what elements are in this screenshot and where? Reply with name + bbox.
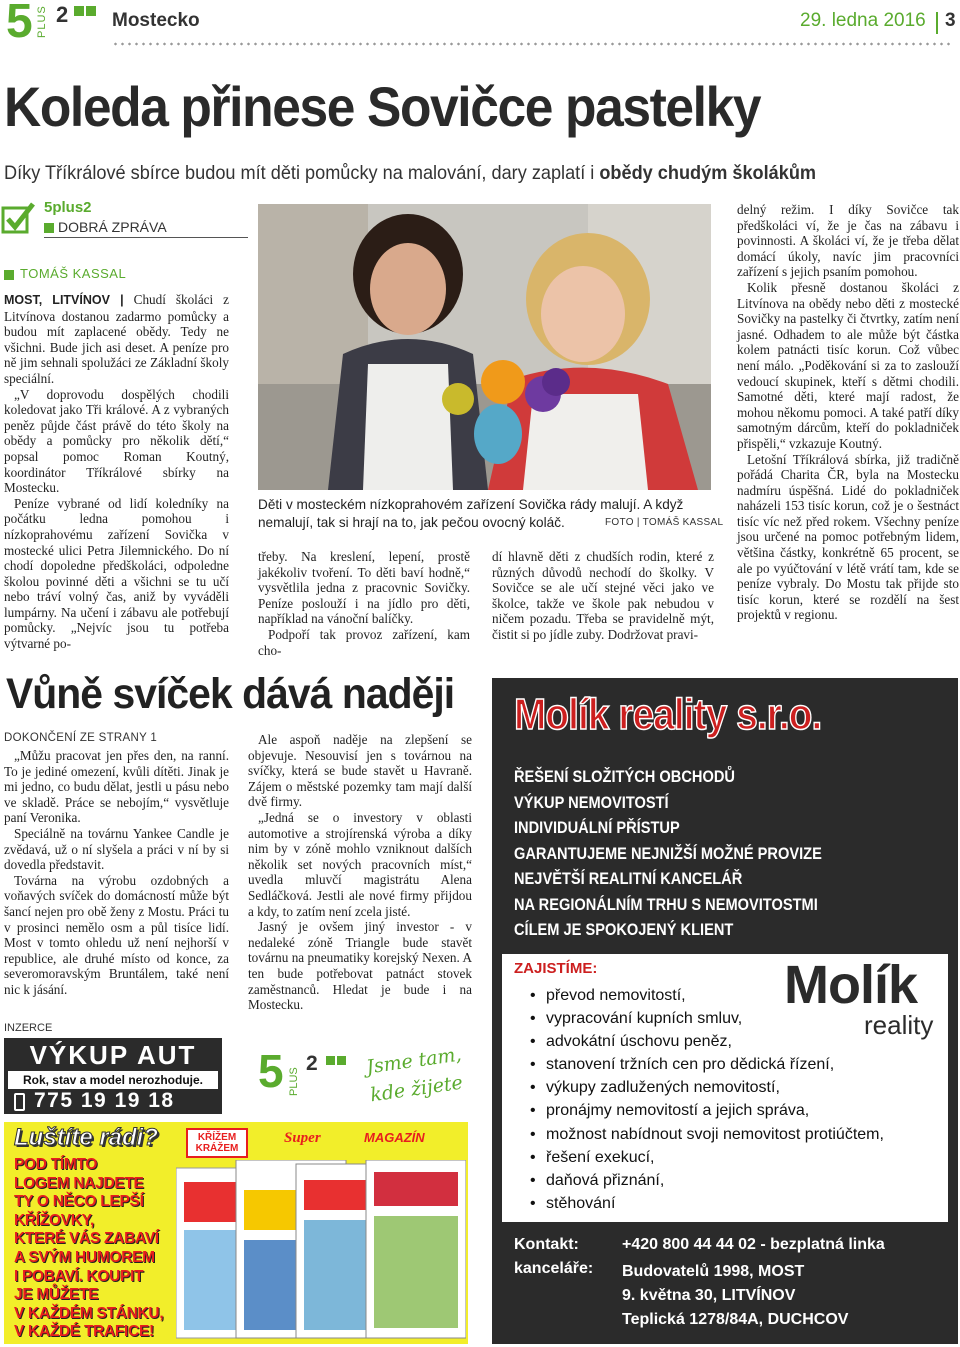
article1-paragraph: Peníze vybrané od lidí koledníky na počátku ledna pomohou i nízkoprahovému zařízení Sovička v mostecké ulici Petra Jilemnického. Do ní chodí dopoledne předškoláci, odpoledne školou povinné děti a všichni se tu učí nebo tráví volný čas, aniž by vyváděli lumpárny. Na učení i zábavu ale potřebují pomůcky. „Nejvíc jsou tu potřeba výtvarné po- xyxy=(4,495,229,652)
article1-paragraph: „V doprovodu dospělých chodili koledovat jako Tři králové. A z vybraných peněz půjde část právě do této školy na obědy a pomůcky pro několik dětí,“ popsal pomoc Roman Koutný, koordinátor Tříkrálové sbírky na Mostecku. xyxy=(4,386,229,496)
article1-lead: MOST, LITVÍNOV | Chudí školáci z Litvínova dostanou zadarmo pomůcky a budou mít zaplacené obědy. Tedy ne všichni. Bude jich asi deset. A peníze pro ně jim sehnali spolužáci ze Základní školy speciální. xyxy=(4,292,229,386)
molik-logo-sub: reality xyxy=(864,1010,934,1040)
article2-paragraph: „Můžu pracovat jen přes den, na ranní. To je jediné omezení, kvůli dítěti. Jinak je mi jedno, co budu dělat, jestli u pásu nebo ve skladě. Práce se nebojím,“ vysvětluje paní Veronika. xyxy=(4,748,229,826)
krizovky-line: LOGEM NAJDETE xyxy=(14,1174,144,1192)
krizovky-line: KŘÍŽOVKY, xyxy=(14,1211,94,1229)
molik-service: • výkupy zadlužených nemovitostí, xyxy=(528,1076,884,1099)
promo-square xyxy=(326,1056,335,1065)
phone-icon xyxy=(14,1093,25,1111)
promo-slogan-2: kde žijete xyxy=(368,1071,465,1107)
krizovky-line: POD TÍMTO xyxy=(14,1156,98,1173)
article1-paragraph: Podpoří tak provoz zařízení, kam cho- xyxy=(258,626,470,658)
krizovky-line: KTERÉ VÁS ZABAVÍ xyxy=(14,1230,159,1248)
article2-paragraph: „Jedná se o investory v oblasti automotive a strojírenská výroba a díky nim by v zóně mohlo vzniknout dalších několik set nových pracovních míst,“ uvedla mluvčí magistrátu Alena Sedláčková. Jestli ale nové firmy přijdou a kdy, to zatím není zcela jisté. xyxy=(248,809,472,919)
molik-zajistime: ZAJISTÍME: xyxy=(514,960,598,977)
continued-from: DOKONČENÍ ZE STRANY 1 xyxy=(4,732,158,744)
subtitle xyxy=(4,162,816,185)
badge-label: DOBRÁ ZPRÁVA xyxy=(58,219,167,235)
issue-date: 29. ledna 2016 xyxy=(800,10,926,31)
article1-column-2 xyxy=(258,549,470,658)
author-square xyxy=(4,270,14,280)
good-news-badge xyxy=(0,200,248,240)
promo-plus: PLUS xyxy=(288,1067,300,1096)
brand-squares xyxy=(74,6,84,16)
molik-reality-ad[interactable] xyxy=(492,678,958,1344)
author xyxy=(4,266,126,281)
article1-paragraph: Letošní Tříkrálová sbírka, již tradičně pořádá Charita ČR, byla na Mostecku nadmíru úspěšná. Lidé do pokladniček naházeli 153 tisíc korun, což je o šestnáct tisíc víc než před rokem. Všechny peníze jsou určené na pomoc potřebným lidem, většina částky, konkrétně 65 procent, se ale po vyúčtování v létě vrátí tam, kde se peníze vybraly. Do Mostu tak přijde sto tisíc korun, které se rozdělí na šest projektů v regionu. xyxy=(737,451,959,623)
brand-logo xyxy=(6,0,106,48)
brand-num: 5 xyxy=(6,0,33,48)
krizovky-line: V KAŽDÉ TRAFICE! xyxy=(14,1323,154,1341)
subtitle-plain: Díky Tříkrálové sbírce budou mít děti pomůcky na malování, dary zaplatí i xyxy=(4,162,600,184)
inzerce-label: INZERCE xyxy=(4,1022,53,1034)
molik-point: CÍLEM JE SPOKOJENÝ KLIENT xyxy=(514,920,734,939)
molik-contact-label: Kontakt: xyxy=(514,1236,579,1253)
vykup-phone: 775 19 19 18 xyxy=(34,1089,175,1112)
molik-services xyxy=(528,984,884,1215)
magazine-covers-image xyxy=(176,1160,466,1340)
krizovky-line: TY O NĚCO LEPŠÍ xyxy=(14,1193,144,1211)
article2-paragraph: Jasný je ovšem jiný investor - v nedaleké zóně Triangle bude stavět továrnu na pneumatiky korejský Nexen. A ten bude potřebovat patnáct stovek zaměstnanců. Hledat je bude i na Mostecku. xyxy=(248,919,472,1013)
krizovky-ad[interactable] xyxy=(4,1122,468,1344)
krizovky-logo-1: KŘÍŽEM KRÁŽEM xyxy=(186,1128,248,1158)
date-divider xyxy=(936,12,938,34)
molik-offices-label: kanceláře: xyxy=(514,1260,594,1277)
molik-office: Budovatelů 1998, MOST xyxy=(622,1263,805,1280)
subtitle-bold: obědy chudým školákům xyxy=(599,162,817,184)
molik-service: • pronájmy nemovitostí a jejich správa, xyxy=(528,1099,884,1122)
molik-office: 9. května 30, LITVÍNOV xyxy=(622,1287,796,1304)
molik-office: Teplická 1278/84A, DUCHCOV xyxy=(622,1311,849,1328)
article1-column-3 xyxy=(492,549,714,643)
promo-slogan-1: Jsme tam, xyxy=(364,1043,463,1079)
molik-offices xyxy=(622,1260,848,1332)
molik-point: VÝKUP NEMOVITOSTÍ xyxy=(514,792,669,812)
article1-paragraph: dí hlavně děti z chudších rodin, které z různých důvodů nechodí do školky. V Sovičce se ale učí stejné věci jako ve školce, takže ve škole pak nebudou v ničem pozadu. Třeba se pravidelně mýt, čistit si po jídle zuby. Dodržovat pravi- xyxy=(492,549,714,642)
molik-points xyxy=(514,764,822,943)
molik-service: • daňová přiznání, xyxy=(528,1169,884,1192)
brand-plus: PLUS xyxy=(36,5,48,38)
molik-logo-main: Molík xyxy=(784,955,918,1015)
article1-paragraph: třeby. Na kreslení, lepení, prostě jakékoliv tvoření. To děti baví hodně,“ vysvětlila jedna z pracovnic Sovičky. Peníze poslouží i na jídlo pro děti, například na vánoční balíčky. xyxy=(258,549,470,627)
header-dots xyxy=(112,42,952,46)
article1-paragraph: delný režim. I díky Sovičce tak předškoláci ví, že je čas na zábavu i povinnosti. A školáci ví, že je třeba dělat domácí úkoly, navíc jim pracovníci zařízení s jejich psaním pomohou. xyxy=(737,202,959,280)
vykup-sub: Rok, stav a model nerozhoduje. xyxy=(8,1071,218,1089)
vykup-title: VÝKUP AUT xyxy=(29,1040,197,1070)
promo-num: 5 xyxy=(258,1045,284,1097)
molik-service: • možnost nabídnout svoji nemovitost protiúčtem, xyxy=(528,1123,884,1146)
photo-credit: FOTO | TOMÁŠ KASSAL xyxy=(605,517,724,528)
molik-service: • řešení exekucí, xyxy=(528,1146,884,1169)
krizovky-logo-3: MAGAZÍN xyxy=(364,1130,425,1145)
molik-title: Molík reality s.r.o. xyxy=(514,690,822,739)
badge-square xyxy=(44,223,54,233)
children-photo-image xyxy=(258,204,711,490)
molik-point: NEJVĚTŠÍ REALITNÍ KANCELÁŘ xyxy=(514,869,743,888)
krizovky-line: A SVÝM HUMOREM xyxy=(14,1248,155,1266)
article2-paragraph: Továrna na výrobu ozdobných a voňavých svíček do domácností může být šancí nejen pro obě ženy z Mostu. Práci tu v prosinci nemělo osm a půl tisíce lidí. Most v tomto ohledu už není nejhorší v republice, ale druhé místo od konce, za severomoravským Bruntálem, také není nic k jásání. xyxy=(4,872,229,997)
article-photo xyxy=(258,204,711,490)
molik-point: INDIVIDUÁLNÍ PŘÍSTUP xyxy=(514,818,680,837)
krizovky-line: V KAŽDÉM STÁNKU, xyxy=(14,1304,164,1322)
article2-column-1 xyxy=(4,748,229,998)
article1-column-1 xyxy=(4,292,229,652)
article2-column-2 xyxy=(248,732,472,1013)
molik-point: GARANTUJEME NEJNIŽŠÍ MOŽNÉ PROVIZE xyxy=(514,843,822,863)
vykup-aut-ad[interactable] xyxy=(4,1038,222,1114)
dateline: MOST, LITVÍNOV xyxy=(4,293,110,307)
krizovky-title: Luštíte rádi? xyxy=(14,1124,159,1151)
molik-service: • převod nemovitostí, xyxy=(528,984,884,1007)
krizovky-line: I POBAVÍ. KOUPIT xyxy=(14,1267,144,1285)
promo-5plus2 xyxy=(258,1043,468,1108)
brand-sup: 2 xyxy=(56,2,69,27)
article2-paragraph: Ale aspoň naděje na zlepšení se objevuje. Nesouvisí jen s továrnou na svíčky, která se bude stavět u Havraně. Zájem o městské pozemky tam mají další dvě firmy. xyxy=(248,732,472,810)
molik-service: • advokátní úschovu peněz, xyxy=(528,1030,884,1053)
promo-sup: 2 xyxy=(306,1052,318,1075)
molik-contact[interactable]: +420 800 44 44 02 - bezplatná linka xyxy=(622,1236,885,1253)
article1-column-4 xyxy=(737,202,959,623)
krizovky-text xyxy=(14,1156,163,1342)
badge-rule xyxy=(44,237,248,238)
article1-paragraph: Chudí školáci z Litvínova dostanou zadarmo pomůcky a budou mít zaplacené obědy. Tedy ne všichni. Bude jich asi deset. A peníze pro ně jim sehnali spolužáci ze Základní školy speciální. xyxy=(4,292,229,386)
molik-point: ŘEŠENÍ SLOŽITÝCH OBCHODŮ xyxy=(514,767,735,786)
badge-brand: 5plus2 xyxy=(44,199,92,216)
section-name: Mostecko xyxy=(112,10,200,31)
article2-headline: Vůně svíček dává naději xyxy=(6,670,455,718)
author-name: TOMÁŠ KASSAL xyxy=(20,266,127,281)
krizovky-logo-2: Super xyxy=(284,1130,321,1146)
page-number: 3 xyxy=(945,10,956,31)
headline: Koleda přinese Sovičce pastelky xyxy=(4,75,761,138)
molik-service: • stěhování xyxy=(528,1192,884,1215)
article1-paragraph: Kolik přesně dostanou školáci z Litvínova na obědy nebo děti z mostecké Sovičky na pastelky či čtvrtky, zatím není jasné. Odhadem to ale může být částka kolem patnácti tisíc korun. Což vůbec není málo. „Poděkování si za to zaslouží vedoucí skupinek, kteří s dětmi chodili. Samotné děti, které mají radost, že mohou někomu pomoci. A také patří díky samotným dárcům, kteří do pokladniček přispěli,“ vzkazuje Koutný. xyxy=(737,279,959,451)
caption-text: Děti v mosteckém nízkoprahovém zařízení Sovička rády malují. A když nemalují, tak si hrají na to, jak pečou ovocný koláč. xyxy=(258,497,684,530)
molik-point: NA REGIONÁLNÍM TRHU S NEMOVITOSTMI xyxy=(514,894,818,914)
molik-service: • stanovení tržních cen pro dědická řízení, xyxy=(528,1053,884,1076)
article2-paragraph: Speciálně na továrnu Yankee Candle je zvědavá, už o ní slyšela a práci v ní by si dovedla představit. xyxy=(4,825,229,873)
krizovky-line: JE MŮŽETE xyxy=(14,1286,99,1304)
molik-service: • vypracování kupních smluv, xyxy=(528,1007,884,1030)
check-icon xyxy=(0,200,36,236)
